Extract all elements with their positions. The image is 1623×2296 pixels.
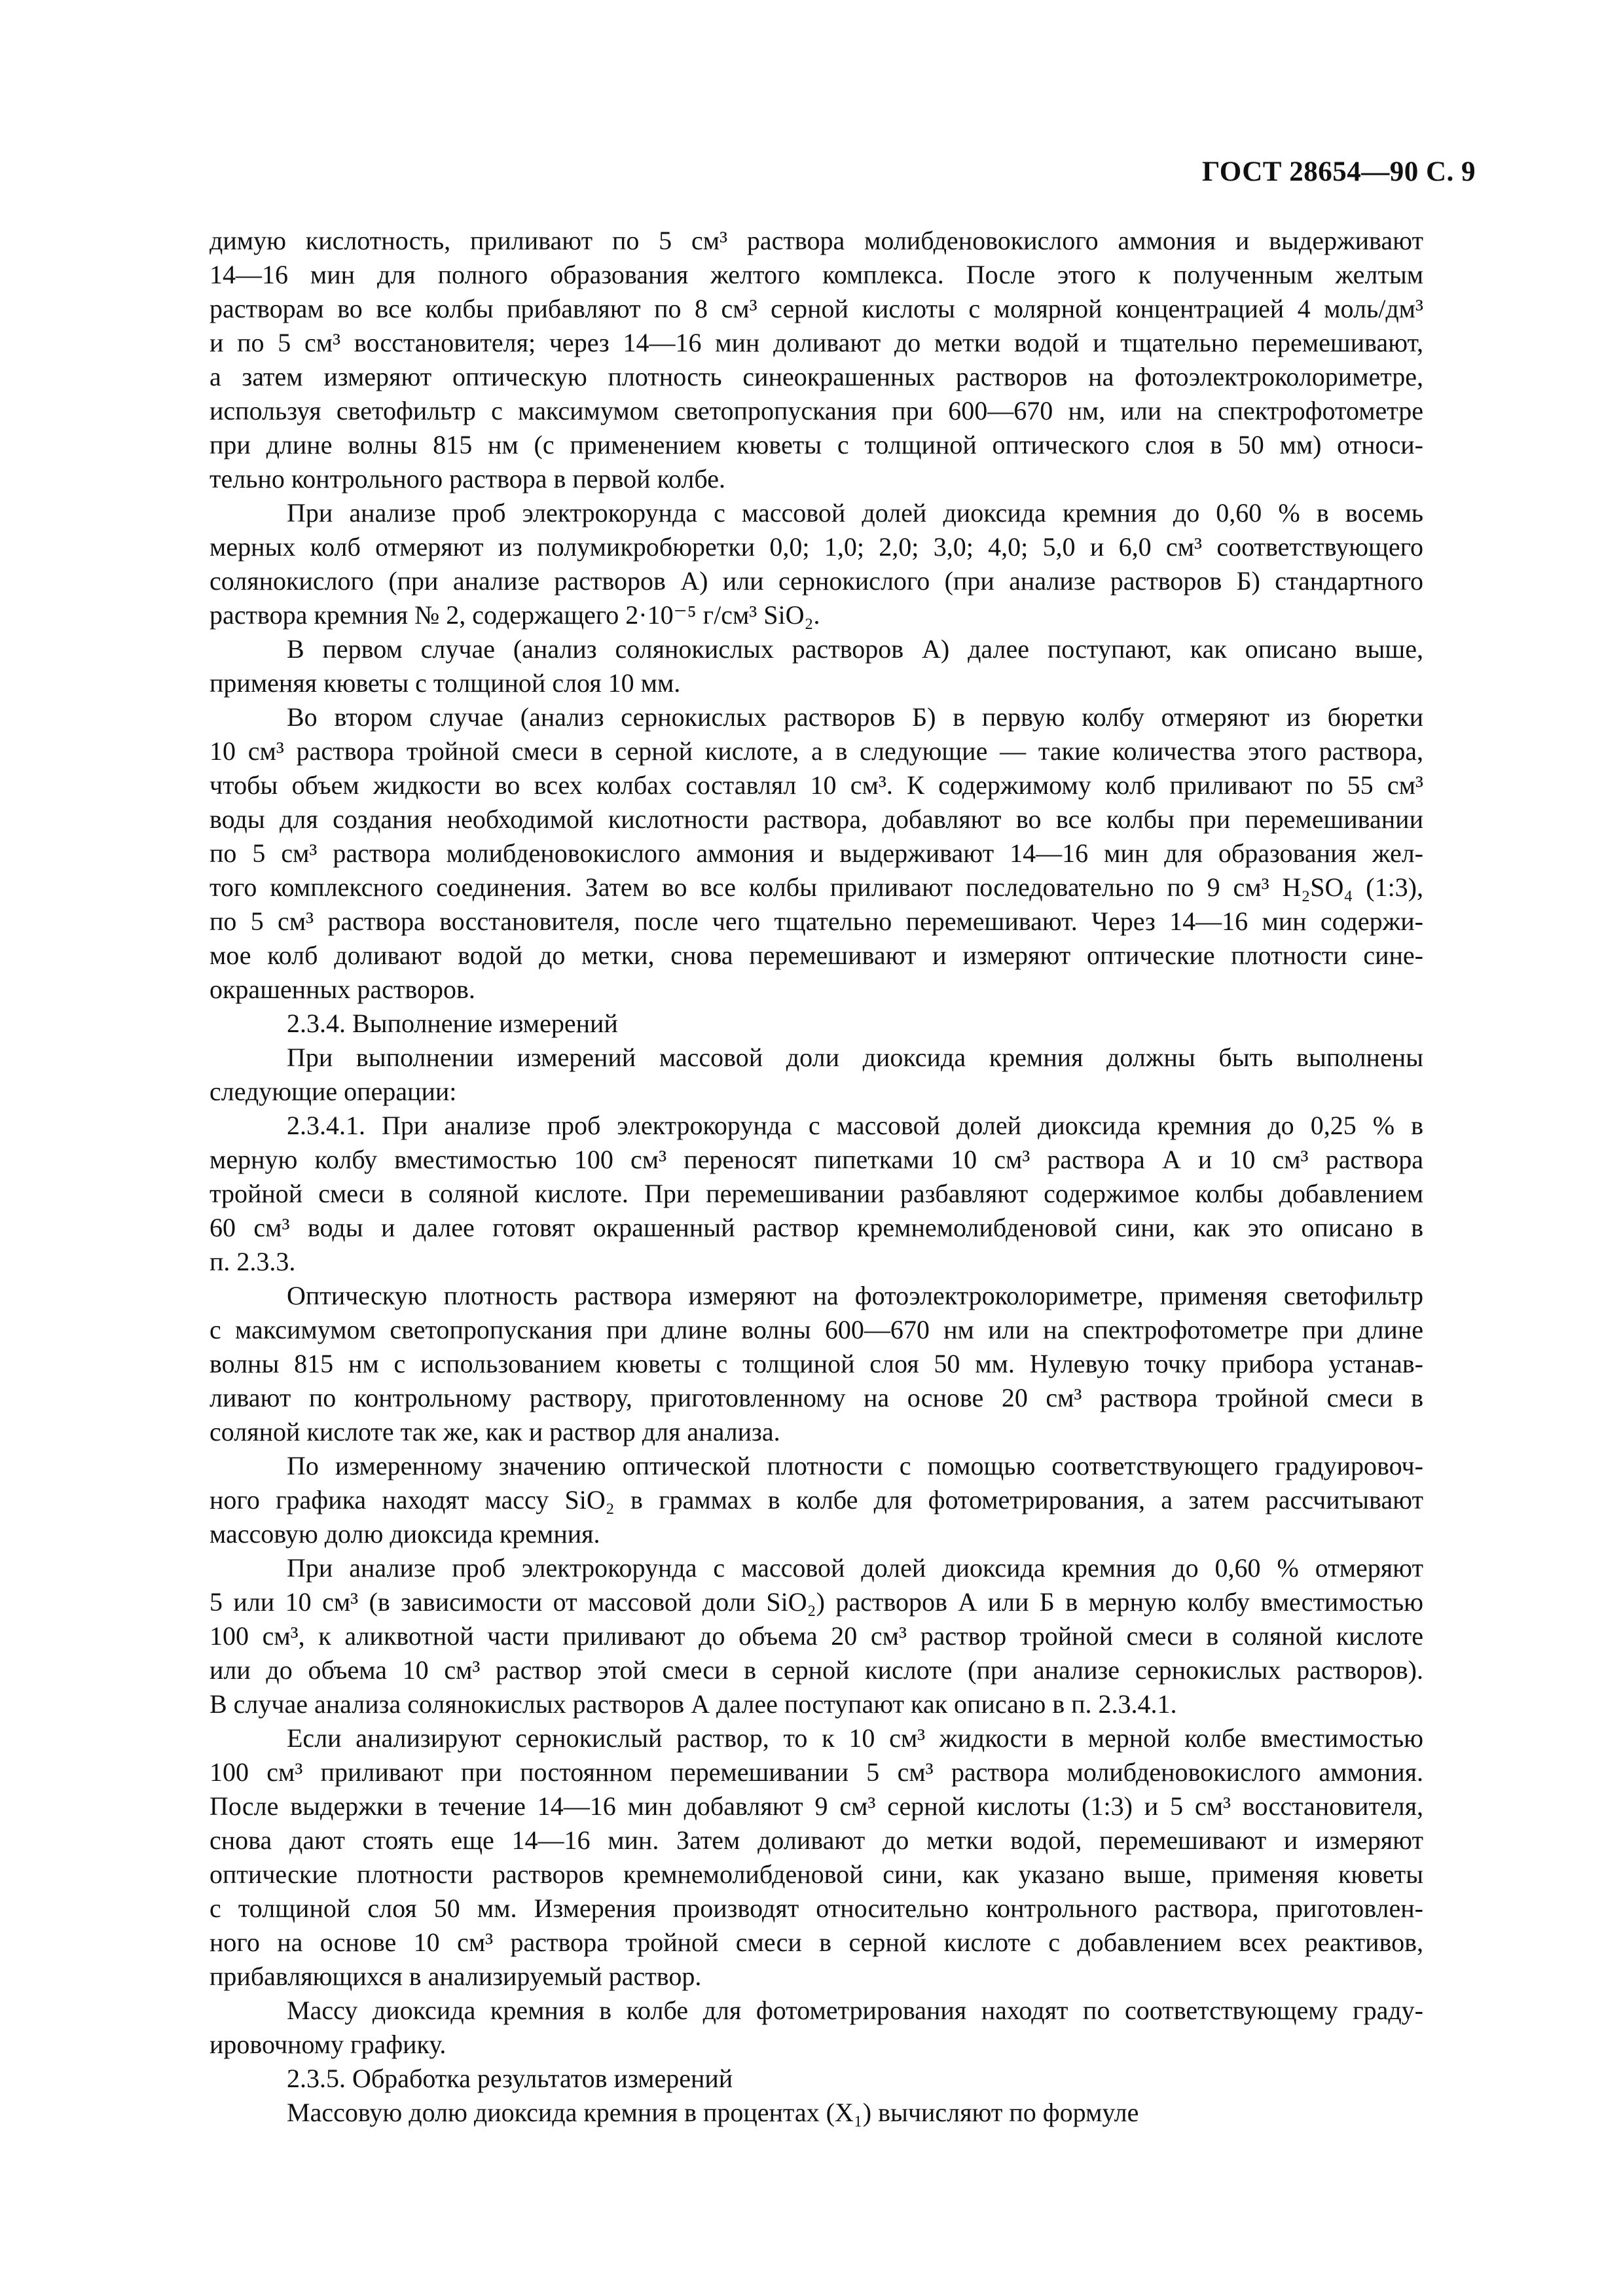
- text-line: В случае анализа солянокислых растворов А далее поступают как описано в п. 2.3.4.1.: [210, 1689, 1177, 1719]
- paragraph: [210, 632, 1423, 700]
- text-line: снова дают стоять еще 14—16 мин. Затем доливают до метки водой, перемешивают и измеряют: [210, 1825, 1423, 1855]
- text-line: 2.3.4. Выполнение измерений: [287, 1009, 618, 1038]
- text-line: чтобы объем жидкости во всех колбах составлял 10 см³. К содержимому колб приливают по 55 см³: [210, 770, 1423, 800]
- text-line: воды для создания необходимой кислотности раствора, добавляют во все колбы при перемешивании: [210, 804, 1423, 834]
- section-heading: [210, 1007, 1423, 1041]
- text-line: раствора кремния № 2, содержащего 2·10⁻⁵ г/см³ SiO₂.: [210, 600, 820, 630]
- text-line: мерную колбу вместимостью 100 см³ переносят пипетками 10 см³ раствора А и 10 см³ раствора: [210, 1145, 1423, 1174]
- text-line: ного на основе 10 см³ раствора тройной смеси в серной кислоте с добавлением всех реактивов,: [210, 1928, 1423, 1957]
- text-line: В первом случае (анализ солянокислых растворов А) далее поступают, как описано выше,: [287, 634, 1423, 664]
- text-line: Если анализируют сернокислый раствор, то к 10 см³ жидкости в мерной колбе вместимостью: [287, 1723, 1423, 1753]
- text-line: используя светофильтр с максимумом светопропускания при 600—670 нм, или на спектрофотометре: [210, 396, 1423, 425]
- text-line: волны 815 нм с использованием кюветы с толщиной слоя 50 мм. Нулевую точку прибора устанав-: [210, 1349, 1423, 1378]
- text-line: мерных колб отмеряют из полумикробюретки 0,0; 1,0; 2,0; 3,0; 4,0; 5,0 и 6,0 см³ соответствующего: [210, 532, 1423, 562]
- text-line: с толщиной слоя 50 мм. Измерения производят относительно контрольного раствора, приготовлен-: [210, 1893, 1423, 1923]
- text-line: ного графика находят массу SiO₂ в граммах в колбе для фотометрирования, а затем рассчитывают: [210, 1485, 1423, 1515]
- paragraph: [210, 1041, 1423, 1109]
- paragraph: [210, 224, 1423, 496]
- text-line: тельно контрольного раствора в первой колбе.: [210, 464, 725, 493]
- text-line: с максимумом светопропускания при длине волны 600—670 нм или на спектрофотометре при длине: [210, 1315, 1423, 1344]
- text-line: п. 2.3.3.: [210, 1247, 296, 1276]
- page-header: ГОСТ 28654—90 С. 9: [1201, 156, 1476, 187]
- text-line: солянокислого (при анализе растворов А) или сернокислого (при анализе растворов Б) стандартного: [210, 566, 1423, 596]
- text-line: прибавляющихся в анализируемый раствор.: [210, 1962, 702, 1991]
- section-heading: [210, 2062, 1423, 2096]
- text-line: или до объема 10 см³ раствор этой смеси в серной кислоте (при анализе сернокислых растворов).: [210, 1655, 1423, 1685]
- text-line: а затем измеряют оптическую плотность синеокрашенных растворов на фотоэлектроколориметре,: [210, 362, 1423, 391]
- text-line: После выдержки в течение 14—16 мин добавляют 9 см³ серной кислоты (1:3) и 5 см³ восстановителя,: [210, 1791, 1423, 1821]
- text-line: При анализе проб электрокорунда с массовой долей диоксида кремния до 0,60 % в восемь: [287, 498, 1423, 528]
- text-line: следующие операции:: [210, 1077, 457, 1106]
- paragraph: [210, 1109, 1423, 1279]
- text-line: Массу диоксида кремния в колбе для фотометрирования находят по соответствующему граду-: [287, 1996, 1423, 2025]
- text-line: и по 5 см³ восстановителя; через 14—16 мин доливают до метки водой и тщательно перемешивают,: [210, 328, 1423, 357]
- text-line: 2.3.5. Обработка результатов измерений: [287, 2064, 733, 2093]
- paragraph: [210, 1551, 1423, 1721]
- text-line: применяя кюветы с толщиной слоя 10 мм.: [210, 668, 681, 698]
- text-line: по 5 см³ раствора молибденовокислого аммония и выдерживают 14—16 мин для образования жел-: [210, 838, 1423, 868]
- text-line: 14—16 мин для полного образования желтого комплекса. После этого к полученным желтым: [210, 260, 1423, 289]
- text-line: по 5 см³ раствора восстановителя, после чего тщательно перемешивают. Через 14—16 мин содержи-: [210, 906, 1423, 936]
- text-line: при длине волны 815 нм (с применением кюветы с толщиной оптического слоя в 50 мм) относи-: [210, 430, 1423, 459]
- paragraph: [210, 496, 1423, 632]
- text-line: соляной кислоте так же, как и раствор для анализа.: [210, 1417, 780, 1446]
- text-line: 10 см³ раствора тройной смеси в серной кислоте, а в следующие — такие количества этого раствора,: [210, 736, 1423, 766]
- text-line: При выполнении измерений массовой доли диоксида кремния должны быть выполнены: [287, 1043, 1423, 1072]
- text-line: оптические плотности растворов кремнемолибденовой сини, как указано выше, применяя кюветы: [210, 1859, 1423, 1889]
- text-line: тройной смеси в соляной кислоте. При перемешивании разбавляют содержимое колбы добавлением: [210, 1179, 1423, 1208]
- text-line: 2.3.4.1. При анализе проб электрокорунда с массовой долей диоксида кремния до 0,25 % в: [287, 1111, 1423, 1140]
- text-line: 100 см³ приливают при постоянном перемешивании 5 см³ раствора молибденовокислого аммония.: [210, 1757, 1423, 1787]
- document-body: [210, 224, 1423, 2130]
- text-line: мое колб доливают водой до метки, снова перемешивают и измеряют оптические плотности сине-: [210, 941, 1423, 970]
- text-line: Массовую долю диоксида кремния в процентах (X₁) вычисляют по формуле: [287, 2098, 1139, 2127]
- paragraph: [210, 700, 1423, 1007]
- paragraph: [210, 1994, 1423, 2062]
- text-line: 100 см³, к аликвотной части приливают до объема 20 см³ раствор тройной смеси в соляной кислоте: [210, 1621, 1423, 1651]
- text-line: 5 или 10 см³ (в зависимости от массовой доли SiO₂) растворов А или Б в мерную колбу вместимостью: [210, 1587, 1423, 1617]
- text-line: Оптическую плотность раствора измеряют на фотоэлектроколориметре, применяя светофильтр: [287, 1281, 1423, 1310]
- text-line: По измеренному значению оптической плотности с помощью соответствующего градуировоч-: [287, 1451, 1423, 1480]
- text-line: ировочному графику.: [210, 2030, 447, 2059]
- text-line: массовую долю диоксида кремния.: [210, 1519, 600, 1549]
- text-line: того комплексного соединения. Затем во все колбы приливают последовательно по 9 см³ H₂SO₄ (1:3),: [210, 872, 1423, 902]
- paragraph: [210, 2096, 1423, 2130]
- text-line: ливают по контрольному раствору, приготовленному на основе 20 см³ раствора тройной смеси в: [210, 1383, 1423, 1412]
- text-line: Во втором случае (анализ сернокислых растворов Б) в первую колбу отмеряют из бюретки: [287, 702, 1423, 732]
- paragraph: [210, 1279, 1423, 1449]
- text-line: окрашенных растворов.: [210, 975, 475, 1004]
- paragraph: [210, 1449, 1423, 1551]
- text-line: 60 см³ воды и далее готовят окрашенный раствор кремнемолибденовой сини, как это описано в: [210, 1213, 1423, 1242]
- text-line: димую кислотность, приливают по 5 см³ раствора молибденовокислого аммония и выдерживают: [210, 226, 1423, 255]
- paragraph: [210, 1721, 1423, 1994]
- text-line: растворам во все колбы прибавляют по 8 см³ серной кислоты с молярной концентрацией 4 моль/дм³: [210, 294, 1423, 323]
- text-line: При анализе проб электрокорунда с массовой долей диоксида кремния до 0,60 % отмеряют: [287, 1553, 1423, 1583]
